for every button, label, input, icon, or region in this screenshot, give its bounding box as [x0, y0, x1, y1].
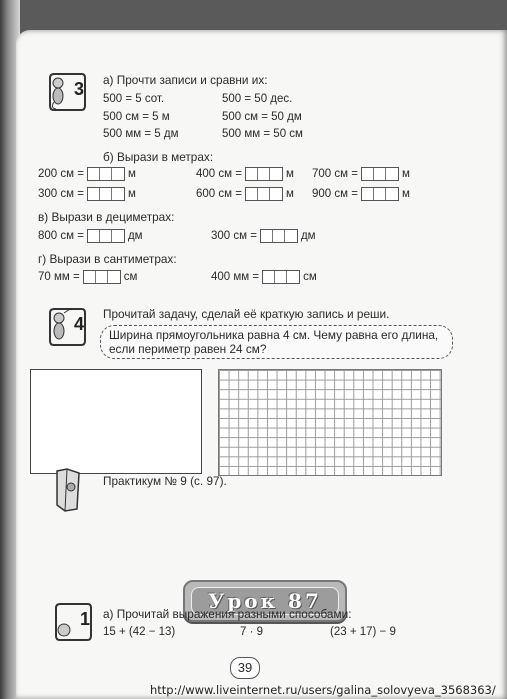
watermark-url[interactable]: http://www.liveinternet.ru/users/galina_solovyeva_3568363/ [150, 683, 496, 697]
task3-a-row3-right: 500 мм = 50 см [222, 128, 303, 140]
task-number: 1 [79, 609, 90, 629]
unit: дм [127, 230, 143, 243]
expr: 300 см = [38, 188, 84, 201]
short-note-box[interactable] [30, 369, 202, 474]
expr: 70 мм = [38, 271, 80, 284]
unit: м [127, 168, 136, 181]
task3-b-row2-right [312, 187, 410, 201]
task3-b-row1 [38, 167, 136, 181]
expr: 400 мм = [211, 271, 260, 284]
task4-problem-bubble [100, 325, 453, 359]
problem-line-1: Ширина прямоугольника равна 4 см. Чему равна его длина, [109, 328, 439, 342]
task1-title: а) Прочитай выражения разными способами: [103, 607, 352, 621]
answer-boxes[interactable] [262, 270, 300, 284]
unit: м [127, 188, 136, 201]
expr: 800 см = [38, 230, 84, 243]
task3-b-row2-mid [196, 187, 294, 201]
unit: м [285, 188, 294, 201]
task3-c-row-right [211, 229, 316, 243]
task-1-badge [52, 602, 92, 642]
task3-d-row-right [211, 270, 317, 284]
task3-c-row-left [38, 229, 143, 243]
task3-c-title: в) Вырази в дециметрах: [38, 210, 175, 224]
answer-boxes[interactable] [245, 187, 283, 201]
task3-b-row2 [38, 187, 136, 201]
task3-a-row3-left: 500 мм = 5 дм [103, 128, 179, 140]
expr: 300 см = [211, 230, 257, 243]
textbook-page [16, 30, 507, 699]
lesson-title: Урок 87 [191, 587, 339, 615]
task3-a-row2-right: 500 см = 50 дм [222, 111, 302, 123]
answer-boxes[interactable] [87, 187, 125, 201]
expr: 900 см = [312, 188, 358, 201]
expr: 400 см = [196, 168, 242, 181]
unit: м [401, 168, 410, 181]
task3-b-row1-right [312, 167, 410, 181]
task3-b-row1-mid [196, 167, 294, 181]
task1-expr-3: (23 + 17) − 9 [330, 626, 396, 638]
expr: 600 см = [196, 188, 242, 201]
answer-boxes[interactable] [87, 167, 125, 181]
unit: см [303, 271, 317, 284]
task3-d-row-left [38, 270, 137, 284]
unit: дм [300, 230, 316, 243]
task3-b-title: б) Вырази в метрах: [103, 150, 214, 164]
task3-d-title: г) Вырази в сантиметрах: [38, 252, 177, 266]
unit: м [285, 168, 294, 181]
task3-a-title: а) Прочти записи и сравни их: [103, 73, 268, 87]
task-number: 4 [73, 314, 84, 334]
problem-line-2: если периметр равен 24 см? [109, 342, 267, 356]
answer-boxes[interactable] [83, 270, 121, 284]
page-number: 39 [230, 657, 260, 679]
practicum-badge [53, 467, 83, 513]
task4-title: Прочитай задачу, сделай её краткую запись и реши. [103, 307, 390, 321]
answer-boxes[interactable] [87, 229, 125, 243]
answer-boxes[interactable] [245, 167, 283, 181]
task-number: 3 [73, 79, 84, 99]
book-icon [53, 467, 83, 513]
task3-a-row2-left: 500 см = 5 м [103, 111, 170, 123]
unit: м [401, 188, 410, 201]
expr: 700 см = [312, 168, 358, 181]
task-4-badge [46, 307, 86, 347]
unit: см [123, 271, 138, 284]
task1-expr-2: 7 · 9 [240, 626, 264, 638]
task3-a-row1-left: 500 = 5 сот. [103, 93, 165, 105]
task1-expr-1: 15 + (42 − 13) [103, 626, 176, 638]
solution-grid[interactable] [218, 369, 442, 476]
answer-boxes[interactable] [361, 167, 399, 181]
task3-a-row1-right: 500 = 50 дес. [222, 93, 293, 105]
task-3-badge [46, 72, 86, 112]
practicum-text: Практикум № 9 (с. 97). [103, 474, 227, 488]
answer-boxes[interactable] [361, 187, 399, 201]
answer-boxes[interactable] [260, 229, 298, 243]
expr: 200 см = [38, 168, 84, 181]
